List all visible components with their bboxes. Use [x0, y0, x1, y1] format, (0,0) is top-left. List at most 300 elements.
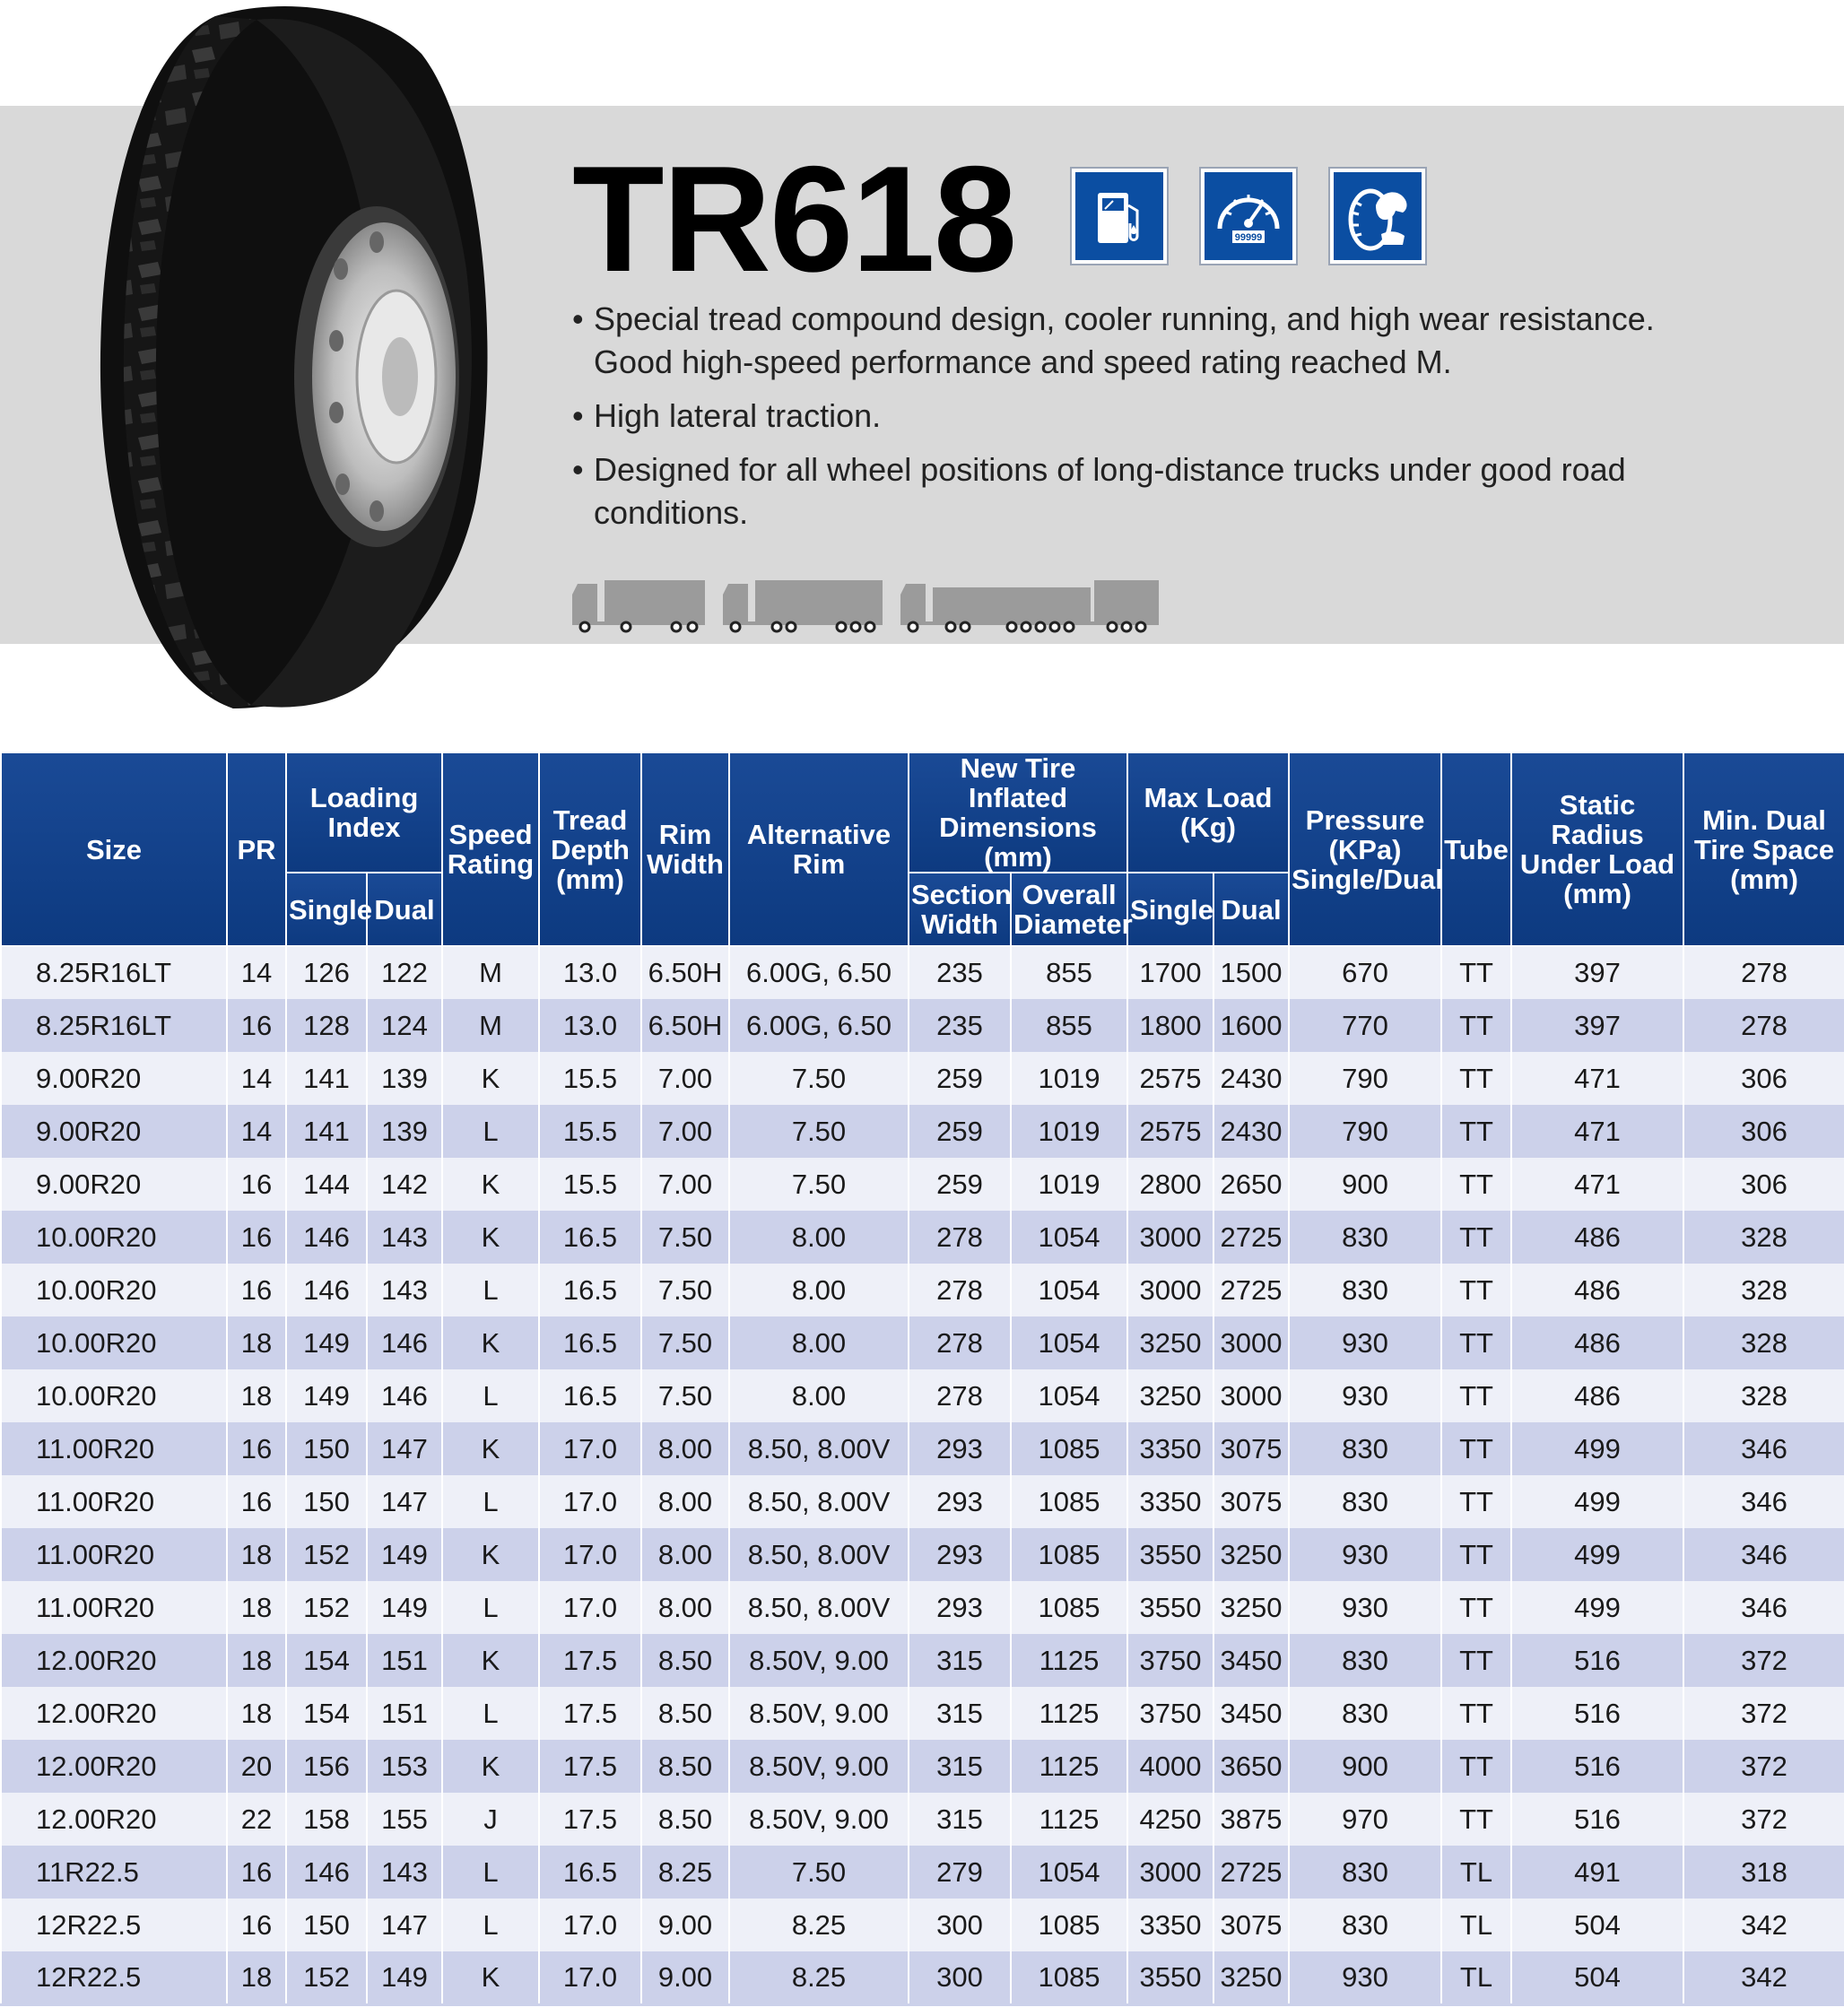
cell-ml-single: 3250: [1127, 1316, 1213, 1369]
cell-ml-single: 3000: [1127, 1846, 1213, 1899]
table-row: [1, 946, 1844, 999]
cell-section-width: 300: [909, 1899, 1011, 1951]
vehicle-applications: [570, 578, 1161, 634]
cell-rim-width: 8.25: [641, 1846, 729, 1899]
cell-li-single: 126: [286, 946, 367, 999]
cell-li-single: 149: [286, 1369, 367, 1422]
cell-pr: 16: [227, 1846, 286, 1899]
cell-rim-width: 8.50: [641, 1634, 729, 1687]
cell-pressure: 830: [1289, 1634, 1441, 1687]
cell-dual-space: 278: [1683, 946, 1844, 999]
cell-tube: TT: [1441, 1052, 1511, 1105]
cell-alternative-rim: 8.50V, 9.00: [729, 1687, 909, 1740]
cell-rim-width: 7.00: [641, 1052, 729, 1105]
cell-pr: 18: [227, 1528, 286, 1581]
cell-tread-depth: 17.0: [539, 1422, 641, 1475]
cell-ml-dual: 2430: [1213, 1105, 1289, 1158]
cell-li-dual: 124: [367, 999, 442, 1052]
header-tube: Tube: [1441, 752, 1511, 946]
cell-size: 12.00R20: [1, 1793, 227, 1846]
cell-size: 12R22.5: [1, 1951, 227, 2004]
cell-ml-single: 3000: [1127, 1211, 1213, 1264]
cell-static-radius: 516: [1511, 1740, 1683, 1793]
cell-static-radius: 516: [1511, 1687, 1683, 1740]
cell-ml-single: 2575: [1127, 1105, 1213, 1158]
cell-li-dual: 146: [367, 1369, 442, 1422]
cell-ml-dual: 1600: [1213, 999, 1289, 1052]
cell-size: 10.00R20: [1, 1316, 227, 1369]
cell-speed-rating: K: [442, 1158, 539, 1211]
cell-li-dual: 139: [367, 1105, 442, 1158]
cell-dual-space: 372: [1683, 1687, 1844, 1740]
cell-li-dual: 149: [367, 1528, 442, 1581]
cell-tread-depth: 17.0: [539, 1475, 641, 1528]
table-row: [1, 1740, 1844, 1793]
cell-tread-depth: 17.0: [539, 1528, 641, 1581]
cell-li-dual: 149: [367, 1951, 442, 2004]
cell-rim-width: 7.00: [641, 1105, 729, 1158]
cell-overall-diameter: 855: [1011, 946, 1127, 999]
table-row: [1, 1581, 1844, 1634]
cell-tube: TT: [1441, 1316, 1511, 1369]
table-row: [1, 999, 1844, 1052]
header-rim-width: Rim Width: [641, 752, 729, 946]
cell-static-radius: 504: [1511, 1951, 1683, 2004]
cell-overall-diameter: 1085: [1011, 1899, 1127, 1951]
cell-size: 12.00R20: [1, 1740, 227, 1793]
cell-alternative-rim: 8.00: [729, 1369, 909, 1422]
cell-li-single: 144: [286, 1158, 367, 1211]
cell-speed-rating: K: [442, 1634, 539, 1687]
cell-li-dual: 149: [367, 1581, 442, 1634]
cell-tube: TL: [1441, 1899, 1511, 1951]
table-row: [1, 1158, 1844, 1211]
cell-dual-space: 346: [1683, 1581, 1844, 1634]
cell-pressure: 830: [1289, 1211, 1441, 1264]
cell-tread-depth: 16.5: [539, 1264, 641, 1316]
cell-dual-space: 372: [1683, 1793, 1844, 1846]
cell-ml-single: 3550: [1127, 1951, 1213, 2004]
cell-li-single: 152: [286, 1951, 367, 2004]
cell-static-radius: 504: [1511, 1899, 1683, 1951]
cell-li-dual: 143: [367, 1211, 442, 1264]
cell-static-radius: 397: [1511, 946, 1683, 999]
cell-ml-dual: 1500: [1213, 946, 1289, 999]
table-row: [1, 1846, 1844, 1899]
cell-size: 12.00R20: [1, 1687, 227, 1740]
cell-tube: TT: [1441, 1793, 1511, 1846]
tire-image: [81, 0, 493, 717]
header-ml-single: Single: [1127, 873, 1213, 946]
cell-ml-dual: 3250: [1213, 1528, 1289, 1581]
cell-rim-width: 8.00: [641, 1422, 729, 1475]
table-row: [1, 1105, 1844, 1158]
cell-ml-dual: 2650: [1213, 1158, 1289, 1211]
cell-tread-depth: 16.5: [539, 1211, 641, 1264]
cell-static-radius: 486: [1511, 1316, 1683, 1369]
cell-dual-space: 306: [1683, 1052, 1844, 1105]
header-dimensions: New Tire Inflated Dimensions (mm): [909, 752, 1127, 873]
truck-trailer-icon: [570, 578, 707, 634]
cell-ml-dual: 3250: [1213, 1951, 1289, 2004]
table-row: [1, 1899, 1844, 1951]
cell-rim-width: 9.00: [641, 1899, 729, 1951]
cell-tube: TL: [1441, 1951, 1511, 2004]
cell-dual-space: 346: [1683, 1475, 1844, 1528]
cell-alternative-rim: 6.00G, 6.50: [729, 946, 909, 999]
cell-ml-dual: 3875: [1213, 1793, 1289, 1846]
cell-alternative-rim: 7.50: [729, 1052, 909, 1105]
cell-li-single: 154: [286, 1687, 367, 1740]
cell-ml-single: 3350: [1127, 1475, 1213, 1528]
cell-static-radius: 491: [1511, 1846, 1683, 1899]
cell-dual-space: 328: [1683, 1264, 1844, 1316]
cell-rim-width: 8.00: [641, 1581, 729, 1634]
table-row: [1, 1264, 1844, 1316]
cell-rim-width: 6.50H: [641, 946, 729, 999]
cell-rim-width: 7.50: [641, 1211, 729, 1264]
cell-ml-single: 1800: [1127, 999, 1213, 1052]
cell-overall-diameter: 1125: [1011, 1793, 1127, 1846]
cell-speed-rating: L: [442, 1369, 539, 1422]
cell-pr: 22: [227, 1793, 286, 1846]
cell-size: 10.00R20: [1, 1369, 227, 1422]
cell-static-radius: 499: [1511, 1528, 1683, 1581]
cell-pr: 18: [227, 1581, 286, 1634]
cell-dual-space: 342: [1683, 1951, 1844, 2004]
cell-ml-single: 2800: [1127, 1158, 1213, 1211]
cell-speed-rating: L: [442, 1105, 539, 1158]
cell-ml-single: 4000: [1127, 1740, 1213, 1793]
cell-pressure: 930: [1289, 1369, 1441, 1422]
spec-table: [0, 752, 1844, 2006]
cell-alternative-rim: 8.50, 8.00V: [729, 1422, 909, 1475]
cell-section-width: 315: [909, 1740, 1011, 1793]
cell-pressure: 970: [1289, 1793, 1441, 1846]
high-mileage-icon: [1201, 169, 1296, 264]
cell-li-single: 154: [286, 1634, 367, 1687]
table-row: [1, 1475, 1844, 1528]
cell-pressure: 790: [1289, 1105, 1441, 1158]
cell-tube: TT: [1441, 1211, 1511, 1264]
cell-overall-diameter: 1019: [1011, 1158, 1127, 1211]
cell-tread-depth: 15.5: [539, 1158, 641, 1211]
table-row: [1, 1634, 1844, 1687]
cell-ml-dual: 2725: [1213, 1264, 1289, 1316]
cell-overall-diameter: 1085: [1011, 1951, 1127, 2004]
cell-rim-width: 8.50: [641, 1793, 729, 1846]
cell-ml-dual: 3000: [1213, 1369, 1289, 1422]
cell-tread-depth: 17.5: [539, 1634, 641, 1687]
cell-li-dual: 142: [367, 1158, 442, 1211]
cell-ml-dual: 3000: [1213, 1316, 1289, 1369]
cell-static-radius: 397: [1511, 999, 1683, 1052]
cell-li-dual: 153: [367, 1740, 442, 1793]
cell-ml-single: 3000: [1127, 1264, 1213, 1316]
cell-overall-diameter: 1019: [1011, 1052, 1127, 1105]
cell-speed-rating: M: [442, 946, 539, 999]
feature-list: [572, 298, 1738, 545]
cell-tread-depth: 16.5: [539, 1846, 641, 1899]
cell-overall-diameter: 1054: [1011, 1316, 1127, 1369]
cell-pr: 18: [227, 1951, 286, 2004]
header-speed-rating: Speed Rating: [442, 752, 539, 946]
cell-li-single: 152: [286, 1528, 367, 1581]
cell-section-width: 278: [909, 1211, 1011, 1264]
header-section-width: Section Width: [909, 873, 1011, 946]
cell-static-radius: 499: [1511, 1581, 1683, 1634]
cell-pressure: 830: [1289, 1687, 1441, 1740]
cell-tube: TT: [1441, 1740, 1511, 1793]
fuel-efficiency-icon: [1072, 169, 1167, 264]
spec-table-body: [1, 946, 1844, 2004]
cell-size: 11.00R20: [1, 1475, 227, 1528]
cell-li-single: 141: [286, 1105, 367, 1158]
cell-dual-space: 328: [1683, 1316, 1844, 1369]
cell-li-single: 146: [286, 1264, 367, 1316]
cell-static-radius: 499: [1511, 1422, 1683, 1475]
cell-pressure: 830: [1289, 1422, 1441, 1475]
cell-tread-depth: 17.0: [539, 1581, 641, 1634]
cell-tube: TT: [1441, 1475, 1511, 1528]
cell-section-width: 259: [909, 1158, 1011, 1211]
cell-alternative-rim: 8.50, 8.00V: [729, 1581, 909, 1634]
cell-pressure: 930: [1289, 1581, 1441, 1634]
cell-section-width: 278: [909, 1264, 1011, 1316]
cell-li-single: 150: [286, 1899, 367, 1951]
cell-pr: 16: [227, 1475, 286, 1528]
cell-ml-single: 3350: [1127, 1422, 1213, 1475]
cell-tube: TT: [1441, 1528, 1511, 1581]
cell-li-single: 128: [286, 999, 367, 1052]
cell-pr: 14: [227, 1052, 286, 1105]
cell-dual-space: 346: [1683, 1422, 1844, 1475]
header-li-single: Single: [286, 873, 367, 946]
cell-overall-diameter: 1054: [1011, 1264, 1127, 1316]
table-row: [1, 1951, 1844, 2004]
cell-overall-diameter: 1085: [1011, 1581, 1127, 1634]
cell-static-radius: 486: [1511, 1211, 1683, 1264]
cell-tread-depth: 13.0: [539, 946, 641, 999]
cell-dual-space: 372: [1683, 1740, 1844, 1793]
cell-tread-depth: 17.5: [539, 1740, 641, 1793]
cell-rim-width: 7.50: [641, 1264, 729, 1316]
table-row: [1, 1422, 1844, 1475]
cell-speed-rating: L: [442, 1581, 539, 1634]
cell-pr: 18: [227, 1369, 286, 1422]
cell-section-width: 293: [909, 1422, 1011, 1475]
cell-section-width: 315: [909, 1793, 1011, 1846]
cell-li-dual: 139: [367, 1052, 442, 1105]
cell-ml-dual: 3450: [1213, 1687, 1289, 1740]
cell-size: 9.00R20: [1, 1105, 227, 1158]
table-row: [1, 1369, 1844, 1422]
cell-pr: 14: [227, 946, 286, 999]
cell-tread-depth: 13.0: [539, 999, 641, 1052]
cell-overall-diameter: 1054: [1011, 1211, 1127, 1264]
cell-ml-single: 2575: [1127, 1052, 1213, 1105]
cell-section-width: 279: [909, 1846, 1011, 1899]
cell-pressure: 830: [1289, 1475, 1441, 1528]
cell-tube: TT: [1441, 1264, 1511, 1316]
cell-ml-dual: 2725: [1213, 1211, 1289, 1264]
feature-item: • Designed for all wheel positions of long-distance trucks under good road conditions.: [572, 448, 1738, 534]
cell-li-single: 156: [286, 1740, 367, 1793]
cell-li-single: 158: [286, 1793, 367, 1846]
header-dual-space: Min. Dual Tire Space (mm): [1683, 752, 1844, 946]
cell-pressure: 770: [1289, 999, 1441, 1052]
feature-icons: [1072, 169, 1425, 264]
cell-pr: 16: [227, 1422, 286, 1475]
cell-tread-depth: 17.0: [539, 1899, 641, 1951]
header-alternative-rim: Alternative Rim: [729, 752, 909, 946]
cell-li-single: 150: [286, 1422, 367, 1475]
cell-ml-dual: 3075: [1213, 1422, 1289, 1475]
cell-size: 9.00R20: [1, 1052, 227, 1105]
cell-dual-space: 328: [1683, 1211, 1844, 1264]
cell-section-width: 259: [909, 1105, 1011, 1158]
cell-speed-rating: K: [442, 1740, 539, 1793]
cell-overall-diameter: 1125: [1011, 1634, 1127, 1687]
table-row: [1, 1687, 1844, 1740]
cell-pressure: 830: [1289, 1846, 1441, 1899]
cell-section-width: 315: [909, 1634, 1011, 1687]
cell-tube: TT: [1441, 1581, 1511, 1634]
cell-pr: 16: [227, 1158, 286, 1211]
cell-size: 9.00R20: [1, 1158, 227, 1211]
cell-section-width: 293: [909, 1475, 1011, 1528]
cell-static-radius: 471: [1511, 1158, 1683, 1211]
cell-section-width: 300: [909, 1951, 1011, 2004]
header-max-load: Max Load (Kg): [1127, 752, 1289, 873]
mileage-counter: 99999: [1234, 232, 1263, 243]
cell-dual-space: 306: [1683, 1158, 1844, 1211]
cell-alternative-rim: 8.50, 8.00V: [729, 1528, 909, 1581]
cell-dual-space: 342: [1683, 1899, 1844, 1951]
cell-ml-single: 3550: [1127, 1581, 1213, 1634]
cell-ml-single: 1700: [1127, 946, 1213, 999]
table-row: [1, 1316, 1844, 1369]
cell-dual-space: 346: [1683, 1528, 1844, 1581]
cell-rim-width: 8.50: [641, 1687, 729, 1740]
cell-li-dual: 122: [367, 946, 442, 999]
cell-overall-diameter: 1085: [1011, 1422, 1127, 1475]
cell-static-radius: 516: [1511, 1634, 1683, 1687]
cell-pr: 16: [227, 999, 286, 1052]
cell-speed-rating: K: [442, 1211, 539, 1264]
header-li-dual: Dual: [367, 873, 442, 946]
header-pr: PR: [227, 752, 286, 946]
cell-li-single: 141: [286, 1052, 367, 1105]
cell-li-dual: 147: [367, 1422, 442, 1475]
header-tread-depth: Tread Depth (mm): [539, 752, 641, 946]
cell-dual-space: 328: [1683, 1369, 1844, 1422]
cell-li-dual: 151: [367, 1634, 442, 1687]
cell-ml-dual: 3650: [1213, 1740, 1289, 1793]
cell-alternative-rim: 8.50, 8.00V: [729, 1475, 909, 1528]
cell-pr: 16: [227, 1211, 286, 1264]
table-row: [1, 1211, 1844, 1264]
header-pressure: Pressure (KPa) Single/Dual: [1289, 752, 1441, 946]
cell-dual-space: 278: [1683, 999, 1844, 1052]
cell-pressure: 900: [1289, 1740, 1441, 1793]
cell-tube: TT: [1441, 1105, 1511, 1158]
cell-ml-single: 3350: [1127, 1899, 1213, 1951]
cell-speed-rating: L: [442, 1846, 539, 1899]
cell-li-single: 146: [286, 1211, 367, 1264]
cell-static-radius: 471: [1511, 1052, 1683, 1105]
cell-speed-rating: L: [442, 1264, 539, 1316]
cell-alternative-rim: 8.25: [729, 1899, 909, 1951]
cell-pr: 18: [227, 1687, 286, 1740]
cell-overall-diameter: 1085: [1011, 1528, 1127, 1581]
strong-traction-icon: [1330, 169, 1425, 264]
cell-overall-diameter: 1125: [1011, 1687, 1127, 1740]
cell-tube: TT: [1441, 999, 1511, 1052]
cell-tread-depth: 17.5: [539, 1793, 641, 1846]
table-row: [1, 1052, 1844, 1105]
cell-section-width: 278: [909, 1369, 1011, 1422]
cell-section-width: 235: [909, 999, 1011, 1052]
cell-overall-diameter: 1019: [1011, 1105, 1127, 1158]
cell-rim-width: 6.50H: [641, 999, 729, 1052]
cell-pressure: 790: [1289, 1052, 1441, 1105]
cell-pressure: 830: [1289, 1899, 1441, 1951]
cell-size: 11.00R20: [1, 1581, 227, 1634]
cell-ml-single: 3750: [1127, 1634, 1213, 1687]
header-ml-dual: Dual: [1213, 873, 1289, 946]
cell-size: 11.00R20: [1, 1422, 227, 1475]
cell-tube: TT: [1441, 946, 1511, 999]
cell-li-single: 149: [286, 1316, 367, 1369]
cell-rim-width: 8.50: [641, 1740, 729, 1793]
cell-pr: 16: [227, 1899, 286, 1951]
feature-item: • High lateral traction.: [572, 395, 1738, 438]
table-row: [1, 1528, 1844, 1581]
cell-speed-rating: K: [442, 1528, 539, 1581]
header-size: Size: [1, 752, 227, 946]
feature-item: • Special tread compound design, cooler running, and high wear resistance. Good high-speed performance and speed rating reached M.: [572, 298, 1738, 384]
cell-ml-single: 3250: [1127, 1369, 1213, 1422]
cell-section-width: 259: [909, 1052, 1011, 1105]
cell-tread-depth: 17.5: [539, 1687, 641, 1740]
cell-tube: TL: [1441, 1846, 1511, 1899]
cell-li-dual: 143: [367, 1846, 442, 1899]
cell-speed-rating: M: [442, 999, 539, 1052]
cell-li-single: 150: [286, 1475, 367, 1528]
cell-pressure: 830: [1289, 1264, 1441, 1316]
cell-size: 10.00R20: [1, 1211, 227, 1264]
cell-speed-rating: J: [442, 1793, 539, 1846]
cell-dual-space: 318: [1683, 1846, 1844, 1899]
cell-ml-single: 4250: [1127, 1793, 1213, 1846]
cell-tube: TT: [1441, 1422, 1511, 1475]
cell-overall-diameter: 1125: [1011, 1740, 1127, 1793]
cell-pr: 14: [227, 1105, 286, 1158]
cell-speed-rating: K: [442, 1422, 539, 1475]
cell-li-dual: 146: [367, 1316, 442, 1369]
road-train-icon: [899, 578, 1161, 634]
cell-li-dual: 143: [367, 1264, 442, 1316]
cell-pr: 18: [227, 1316, 286, 1369]
cell-ml-dual: 2430: [1213, 1052, 1289, 1105]
cell-li-single: 146: [286, 1846, 367, 1899]
table-row: [1, 1793, 1844, 1846]
cell-size: 10.00R20: [1, 1264, 227, 1316]
cell-li-single: 152: [286, 1581, 367, 1634]
cell-speed-rating: K: [442, 1316, 539, 1369]
cell-alternative-rim: 8.25: [729, 1951, 909, 2004]
